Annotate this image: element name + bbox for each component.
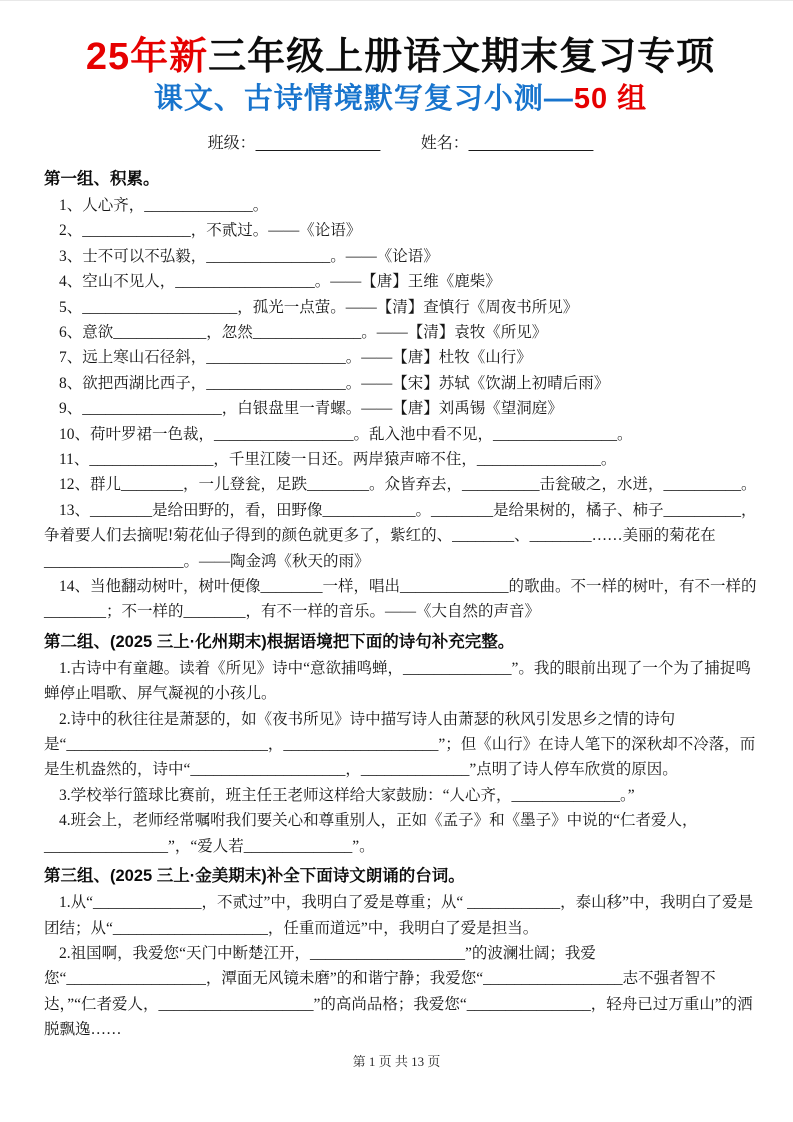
question-item: 8、欲把西湖比西子，__________________。——【宋】苏轼《饮湖上初晴后雨》 [59,374,610,392]
subtitle-blue-part: 课文、古诗情境默写复习小测— [153,82,574,115]
name-field [421,135,594,152]
class-label: 班级： [207,134,256,152]
question-item: 2.祖国啊，我爱您“天门中断楚江开，____________________”的波澜壮阔；我爱您“__________________，潭面无风镜未磨”的和谐宁静；我爱您“__________________志不强者智不达，”“仁者爱人，____________________”的高尚品格；我爱您“________________，轻舟已过万重山”的洒脱飘逸…… [44,944,753,1039]
question-item: 1.古诗中有童趣。读着《所见》诗中“意欲捕鸣蝉，______________”。我的眼前出现了一个为了捕捉鸣蝉停止唱歌、屏气凝视的小孩儿。 [44,659,751,703]
question-item: 6、意欲____________，忽然______________。——【清】袁牧《所见》 [59,323,548,341]
section-1-heading: 第一组、积累。 [44,169,160,188]
student-fields [44,130,757,153]
section-3 [44,864,757,1042]
question-item: 1、人心齐，______________。 [59,196,269,214]
class-blank: ______________ [255,134,381,152]
section-2-heading: 第二组、(2025 三上·化州期末)根据语境把下面的诗句补充完整。 [44,632,515,651]
class-field [208,135,381,152]
question-item: 7、远上寒山石径斜，__________________。——【唐】杜牧《山行》 [59,349,532,367]
question-item: 12、群儿________，一儿登瓮，足跌________。众皆弃去，__________击瓮破之，水迸，__________。 [59,476,757,494]
question-item: 3、士不可以不弘毅，________________。——《论语》 [59,247,439,265]
name-blank: ______________ [468,134,594,152]
name-label: 姓名： [420,134,469,152]
question-item: 3.学校举行篮球比赛前，班主任王老师这样给大家鼓励：“人心齐，______________。” [59,786,635,804]
question-item: 14、当他翻动树叶，树叶便像________一样，唱出______________的歌曲。不一样的树叶，有不一样的________；不一样的________，有不一样的音乐。——《大自然的声音》 [44,578,757,621]
question-item: 1.从“______________，不贰过”中，我明白了爱是尊重；从“ ____________，泰山移”中，我明白了爱是团结；从“____________________，任重而道远”中，我明白了爱是担当。 [44,894,754,937]
subtitle-red-part: 50 组 [573,82,648,115]
section-1 [44,167,757,625]
question-item: 9、__________________，白银盘里一青螺。——【唐】刘禹锡《望洞庭》 [59,400,563,418]
question-item: 2.诗中的秋往往是萧瑟的，如《夜书所见》诗中描写诗人由萧瑟的秋风引发思乡之情的诗句是“__________________________，____________________”；但《山行》在诗人笔下的深秋却不冷落，而是生机盎然的，诗中“____________________，______________”点明了诗人停车欣赏的原因。 [44,710,756,779]
section-3-heading: 第三组、(2025 三上·金美期末)补全下面诗文朗诵的台词。 [44,867,465,886]
title-red-part: 25年新 [85,36,209,78]
question-item: 2、______________，不贰过。——《论语》 [59,222,362,240]
question-item: 4、空山不见人，__________________。——【唐】王维《鹿柴》 [59,273,501,291]
page-number-footer: 第 1 页 共 13 页 [352,1054,441,1069]
title-black-part: 三年级上册语文期末复习专项 [208,36,716,78]
question-item: 5、____________________，孤光一点萤。——【清】查慎行《周夜书所见》 [59,298,579,316]
question-item: 4.班会上，老师经常嘱咐我们要关心和尊重别人，正如《孟子》和《墨子》中说的“仁者爱人，________________”，“爱人若______________”。 [44,812,698,855]
question-item: 10、荷叶罗裙一色裁，__________________。乱入池中看不见，________________。 [59,425,633,443]
page-title [44,35,757,81]
question-item: 11、________________，千里江陵一日还。两岸猿声啼不住，________________。 [59,451,617,468]
section-2 [44,630,757,859]
question-item: 13、________是给田野的，看，田野像____________。________是给果树的，橘子、柿子__________，争着要人们去摘呢!菊花仙子得到的颜色就更多了，紫红的、________、________……美丽的菊花在__________________。——陶金鸿《秋天的雨》 [44,501,757,570]
page-subtitle [44,83,757,116]
